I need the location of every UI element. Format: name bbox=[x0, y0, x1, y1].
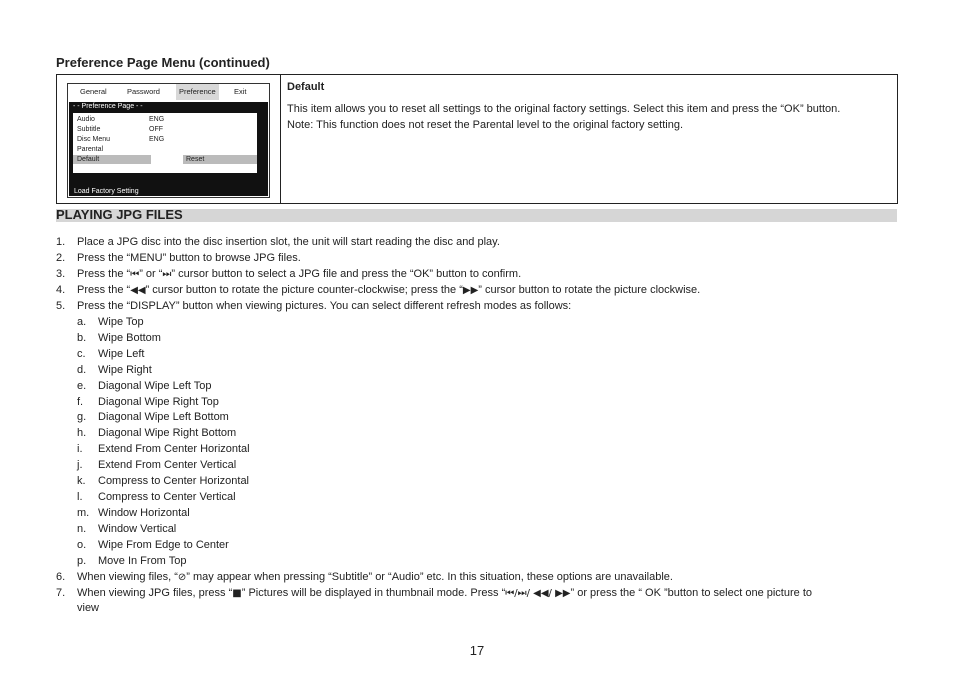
mode-item: Extend From Center Vertical bbox=[98, 459, 237, 472]
step-text: Press the “DISPLAY” button when viewing pictures. You can select different refresh modes as follows: bbox=[77, 300, 572, 312]
mode-item: Window Horizontal bbox=[98, 506, 190, 519]
mode-item: Diagonal Wipe Left Bottom bbox=[98, 411, 229, 424]
osd-tab-exit: Exit bbox=[234, 87, 247, 96]
mode-letter: f. bbox=[77, 395, 84, 408]
page-number: 17 bbox=[469, 643, 485, 658]
mode-item: Compress to Center Vertical bbox=[98, 490, 236, 503]
mode-letter: n. bbox=[77, 522, 87, 535]
step-number: 3. bbox=[56, 268, 66, 280]
mode-letter: b. bbox=[77, 331, 87, 344]
step-text-part: ” or “ bbox=[139, 268, 163, 280]
step-text-part: When viewing JPG files, press “ bbox=[77, 587, 233, 599]
mode-letter: j. bbox=[77, 459, 83, 472]
mode-letter: m. bbox=[77, 506, 90, 519]
page-heading: Preference Page Menu (continued) bbox=[56, 55, 270, 70]
step-text: Press the “MENU” button to browse JPG files. bbox=[77, 252, 301, 264]
step-text bbox=[77, 282, 700, 299]
step-text: Place a JPG disc into the disc insertion slot, the unit will start reading the disc and play. bbox=[77, 236, 500, 248]
stop-icon: ■ bbox=[232, 588, 242, 599]
rewind-icon: ◀◀ bbox=[130, 285, 146, 296]
osd-row-value: ENG bbox=[149, 116, 165, 123]
mode-item: Diagonal Wipe Right Bottom bbox=[98, 427, 237, 440]
mode-item: Wipe Top bbox=[98, 316, 144, 328]
default-text-2: Note: This function does not reset the Parental level to the original factory setting. bbox=[287, 119, 684, 131]
step-text bbox=[77, 585, 812, 602]
section-title: PLAYING JPG FILES bbox=[56, 207, 183, 222]
mode-letter: o. bbox=[77, 538, 87, 551]
osd-row-value: Reset bbox=[186, 156, 205, 163]
step-text-part: ” cursor button to rotate the picture counter-clockwise; press the “ bbox=[145, 284, 463, 296]
step-text-part: ” may appear when pressing “Subtitle” or “Audio” etc. In this situation, these options are unavailable. bbox=[186, 571, 673, 583]
step-text-part: ” or press the “ OK ”button to select one picture to bbox=[570, 587, 812, 599]
osd-screenshot bbox=[67, 83, 270, 198]
osd-row-label: Audio bbox=[77, 116, 95, 123]
fast-forward-icon: ▶▶ bbox=[462, 285, 479, 296]
skip-next-icon: ⏭ bbox=[162, 269, 172, 280]
skip-icons: ⏮/⏭/ ◀◀/ ▶▶ bbox=[505, 588, 571, 599]
mode-letter: k. bbox=[77, 475, 86, 487]
step-number: 7. bbox=[56, 587, 66, 599]
step-number: 4. bbox=[56, 284, 66, 296]
default-title: Default bbox=[287, 81, 325, 93]
osd-row-value: ENG bbox=[149, 136, 165, 143]
skip-previous-icon: ⏮ bbox=[130, 269, 140, 280]
step-text-part: Press the “ bbox=[77, 284, 131, 296]
step-text-part: Press the “ bbox=[77, 268, 131, 280]
step-number: 6. bbox=[56, 571, 66, 583]
osd-menu-list bbox=[73, 113, 257, 173]
default-text-1: This item allows you to reset all settings to the original factory settings. Select this item and press the “OK” button. bbox=[287, 103, 841, 115]
mode-letter: c. bbox=[77, 347, 86, 360]
osd-row-label: Parental bbox=[77, 146, 104, 153]
osd-tab-password: Password bbox=[127, 87, 160, 96]
osd-cell bbox=[57, 75, 281, 203]
osd-row-label: Default bbox=[77, 156, 100, 163]
step-text bbox=[77, 569, 673, 586]
step-number: 1. bbox=[56, 236, 66, 248]
mode-item: Extend From Center Horizontal bbox=[98, 443, 250, 456]
mode-item: Wipe From Edge to Center bbox=[98, 538, 229, 551]
mode-letter: d. bbox=[77, 363, 87, 376]
mode-item: Wipe Right bbox=[98, 363, 152, 376]
osd-page-bar: - - Preference Page - - bbox=[69, 102, 268, 112]
osd-row-value: OFF bbox=[149, 126, 163, 133]
step-text-part: ” cursor button to select a JPG file and press the “OK” button to confirm. bbox=[171, 268, 522, 280]
preference-table bbox=[56, 74, 898, 204]
osd-tab-preference: Preference bbox=[176, 84, 219, 100]
prohibited-icon: ⊘ bbox=[177, 572, 187, 583]
mode-item: Diagonal Wipe Right Top bbox=[98, 395, 219, 408]
step-text-part: ” Pictures will be displayed in thumbnail mode. Press “ bbox=[241, 587, 506, 599]
step-text-part: When viewing files, “ bbox=[77, 571, 178, 583]
default-description bbox=[287, 79, 887, 133]
mode-letter: e. bbox=[77, 379, 87, 392]
osd-footer: Load Factory Setting bbox=[74, 188, 139, 195]
step-text-part: ” cursor button to rotate the picture clockwise. bbox=[478, 284, 701, 296]
mode-letter: i. bbox=[77, 443, 83, 456]
mode-letter: g. bbox=[77, 411, 87, 424]
mode-item: Compress to Center Horizontal bbox=[98, 475, 250, 487]
mode-item: Diagonal Wipe Left Top bbox=[98, 379, 212, 392]
osd-menu-area bbox=[69, 112, 268, 185]
step-text bbox=[77, 266, 521, 283]
mode-letter: h. bbox=[77, 427, 87, 440]
step-text-continued: view bbox=[77, 602, 100, 614]
mode-item: Move In From Top bbox=[98, 554, 187, 567]
mode-letter: p. bbox=[77, 554, 87, 567]
osd-row-label: Subtitle bbox=[77, 126, 101, 133]
mode-item: Wipe Left bbox=[98, 347, 145, 360]
mode-item: Window Vertical bbox=[98, 522, 177, 535]
osd-row-label: Disc Menu bbox=[77, 136, 111, 143]
mode-item: Wipe Bottom bbox=[98, 331, 161, 344]
step-number: 2. bbox=[56, 252, 66, 264]
mode-letter: a. bbox=[77, 316, 87, 328]
osd-tab-general: General bbox=[80, 87, 107, 96]
step-number: 5. bbox=[56, 300, 66, 312]
mode-letter: l. bbox=[77, 490, 83, 503]
